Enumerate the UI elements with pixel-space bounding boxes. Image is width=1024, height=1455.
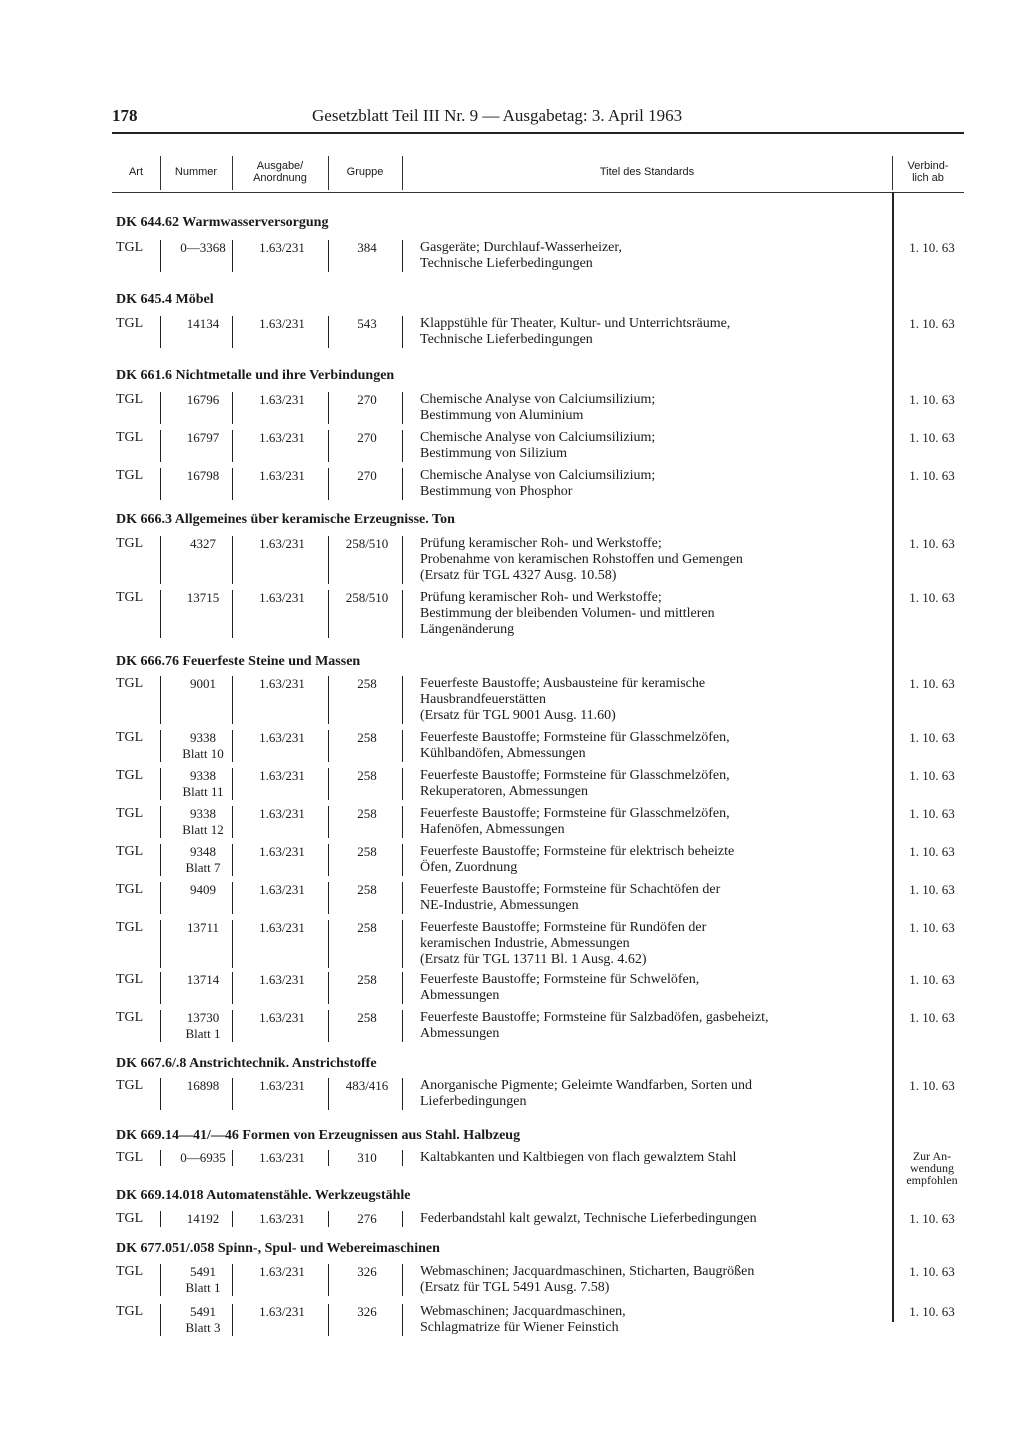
cell-gruppe: 326 xyxy=(357,1264,377,1279)
cell-verbindlich: 1. 10. 63 xyxy=(909,920,955,935)
cell-art: TGL xyxy=(116,1211,144,1226)
cell-divider xyxy=(232,972,233,1004)
cell-nummer: 13730 Blatt 1 xyxy=(185,1010,221,1041)
cell-ausgabe: 1.63/231 xyxy=(259,730,305,745)
cell-divider xyxy=(160,1010,161,1042)
cell-art: TGL xyxy=(116,676,144,691)
cell-divider xyxy=(328,844,329,876)
cell-nummer: 5491 Blatt 3 xyxy=(185,1304,221,1335)
cell-titel: Webmaschinen; Jacquardmaschinen, Sticharten, Baugrößen (Ersatz für TGL 5491 Ausg. 7.58) xyxy=(420,1264,755,1295)
col-head-nummer: Nummer xyxy=(174,166,218,178)
cell-gruppe: 258/510 xyxy=(345,536,389,551)
cell-divider xyxy=(402,730,403,762)
cell-divider xyxy=(328,806,329,838)
cell-gruppe: 384 xyxy=(357,240,377,255)
cell-divider xyxy=(328,1304,329,1336)
cell-verbindlich: 1. 10. 63 xyxy=(909,882,955,897)
cell-nummer: 14192 xyxy=(186,1211,220,1226)
section-heading: DK 666.3 Allgemeines über keramische Erzeugnisse. Ton xyxy=(116,512,455,527)
cell-divider xyxy=(402,536,403,584)
cell-titel: Federbandstahl kalt gewalzt, Technische Lieferbedingungen xyxy=(420,1211,757,1226)
cell-titel: Kaltabkanten und Kaltbiegen von flach gewalztem Stahl xyxy=(420,1150,737,1165)
cell-divider xyxy=(232,806,233,838)
cell-ausgabe: 1.63/231 xyxy=(259,806,305,821)
cell-divider xyxy=(402,468,403,500)
cell-art: TGL xyxy=(116,1304,144,1319)
table-row xyxy=(112,536,964,586)
cell-divider xyxy=(328,1150,329,1166)
cell-gruppe: 276 xyxy=(357,1211,377,1226)
cell-divider xyxy=(328,468,329,500)
table-row xyxy=(112,920,964,970)
cell-divider xyxy=(232,430,233,462)
cell-divider xyxy=(232,768,233,800)
cell-gruppe: 270 xyxy=(357,430,377,445)
cell-verbindlich: 1. 10. 63 xyxy=(909,1211,955,1226)
cell-art: TGL xyxy=(116,1010,144,1025)
cell-divider xyxy=(328,920,329,968)
cell-divider xyxy=(402,316,403,348)
cell-nummer: 14134 xyxy=(186,316,220,331)
cell-divider xyxy=(402,676,403,724)
cell-nummer: 13711 xyxy=(186,920,220,935)
cell-ausgabe: 1.63/231 xyxy=(259,676,305,691)
cell-nummer: 9001 xyxy=(190,676,216,691)
cell-ausgabe: 1.63/231 xyxy=(259,972,305,987)
cell-art: TGL xyxy=(116,882,144,897)
cell-ausgabe: 1.63/231 xyxy=(259,768,305,783)
cell-divider xyxy=(328,882,329,914)
cell-divider xyxy=(232,920,233,968)
cell-gruppe: 258 xyxy=(357,844,377,859)
cell-titel: Feuerfeste Baustoffe; Formsteine für Schwelöfen, Abmessungen xyxy=(420,972,700,1003)
cell-divider xyxy=(160,1264,161,1296)
cell-ausgabe: 1.63/231 xyxy=(259,240,305,255)
cell-titel: Feuerfeste Baustoffe; Formsteine für Schachtöfen der NE-Industrie, Abmessungen xyxy=(420,882,721,913)
cell-divider xyxy=(232,730,233,762)
section-heading: DK 661.6 Nichtmetalle und ihre Verbindungen xyxy=(116,368,395,383)
cell-verbindlich: 1. 10. 63 xyxy=(909,768,955,783)
cell-divider xyxy=(232,1150,233,1166)
cell-ausgabe: 1.63/231 xyxy=(259,844,305,859)
cell-nummer: 0—6935 xyxy=(180,1150,226,1165)
cell-divider xyxy=(328,676,329,724)
cell-art: TGL xyxy=(116,430,144,445)
cell-gruppe: 258 xyxy=(357,1010,377,1025)
cell-gruppe: 543 xyxy=(357,316,377,331)
cell-titel: Anorganische Pigmente; Geleimte Wandfarben, Sorten und Lieferbedingungen xyxy=(420,1078,752,1109)
cell-divider xyxy=(328,768,329,800)
section-heading: DK 667.6/.8 Anstrichtechnik. Anstrichstoffe xyxy=(116,1056,377,1071)
cell-divider xyxy=(160,1078,161,1110)
cell-divider xyxy=(328,240,329,272)
cell-divider xyxy=(402,920,403,968)
cell-art: TGL xyxy=(116,392,144,407)
cell-divider xyxy=(402,1304,403,1336)
cell-divider xyxy=(232,1264,233,1296)
cell-titel: Feuerfeste Baustoffe; Formsteine für Glasschmelzöfen, Kühlbandöfen, Abmessungen xyxy=(420,730,730,761)
cell-titel: Feuerfeste Baustoffe; Ausbausteine für keramische Hausbrandfeuerstätten (Ersatz für TGL 9001 Ausg. 11.60) xyxy=(420,676,706,723)
cell-art: TGL xyxy=(116,468,144,483)
cell-gruppe: 258 xyxy=(357,920,377,935)
cell-nummer: 9348 Blatt 7 xyxy=(185,844,221,875)
section-heading: DK 677.051/.058 Spinn-, Spul- und Webereimaschinen xyxy=(116,1241,440,1256)
cell-ausgabe: 1.63/231 xyxy=(259,1010,305,1025)
cell-art: TGL xyxy=(116,844,144,859)
cell-divider xyxy=(328,316,329,348)
cell-divider xyxy=(402,392,403,424)
cell-art: TGL xyxy=(116,1078,144,1093)
cell-gruppe: 270 xyxy=(357,468,377,483)
cell-titel: Prüfung keramischer Roh- und Werkstoffe; Probenahme von keramischen Rohstoffen und Gemengen (Ersatz für TGL 4327 Ausg. 10.58) xyxy=(420,536,743,583)
cell-nummer: 16796 xyxy=(186,392,220,407)
cell-verbindlich: 1. 10. 63 xyxy=(909,1010,955,1025)
table-row xyxy=(112,676,964,726)
cell-divider xyxy=(328,1078,329,1110)
cell-nummer: 13715 xyxy=(186,590,220,605)
cell-divider xyxy=(160,392,161,424)
cell-divider xyxy=(160,240,161,272)
cell-titel: Feuerfeste Baustoffe; Formsteine für Glasschmelzöfen, Rekuperatoren, Abmessungen xyxy=(420,768,730,799)
cell-divider xyxy=(328,392,329,424)
cell-gruppe: 258/510 xyxy=(345,590,389,605)
header-rule xyxy=(112,192,964,193)
table-row xyxy=(112,1078,964,1128)
cell-ausgabe: 1.63/231 xyxy=(259,882,305,897)
cell-divider xyxy=(232,590,233,638)
col-head-verbindlich: Verbind- lich ab xyxy=(907,160,949,184)
cell-titel: Feuerfeste Baustoffe; Formsteine für Glasschmelzöfen, Hafenöfen, Abmessungen xyxy=(420,806,730,837)
cell-divider xyxy=(232,844,233,876)
cell-ausgabe: 1.63/231 xyxy=(259,1150,305,1165)
cell-art: TGL xyxy=(116,920,144,935)
cell-titel: Feuerfeste Baustoffe; Formsteine für elektrisch beheizte Öfen, Zuordnung xyxy=(420,844,735,875)
cell-divider xyxy=(160,1150,161,1166)
cell-nummer: 9338 Blatt 11 xyxy=(182,768,224,799)
cell-verbindlich: 1. 10. 63 xyxy=(909,730,955,745)
table-row xyxy=(112,1304,964,1354)
cell-divider xyxy=(328,1211,329,1227)
col-head-ausgabe: Ausgabe/ Anordnung xyxy=(253,160,307,184)
cell-titel: Gasgeräte; Durchlauf-Wasserheizer, Technische Lieferbedingungen xyxy=(420,240,622,271)
cell-nummer: 16798 xyxy=(186,468,220,483)
cell-ausgabe: 1.63/231 xyxy=(259,430,305,445)
cell-divider xyxy=(328,972,329,1004)
cell-gruppe: 258 xyxy=(357,676,377,691)
cell-divider xyxy=(160,768,161,800)
cell-art: TGL xyxy=(116,590,144,605)
cell-divider xyxy=(160,316,161,348)
cell-divider xyxy=(232,1211,233,1227)
cell-verbindlich: 1. 10. 63 xyxy=(909,316,955,331)
cell-divider xyxy=(402,590,403,638)
cell-nummer: 16898 xyxy=(186,1078,220,1093)
cell-art: TGL xyxy=(116,536,144,551)
table-row xyxy=(112,316,964,366)
cell-divider xyxy=(402,806,403,838)
running-head: Gesetzblatt Teil III Nr. 9 — Ausgabetag: 3. April 1963 xyxy=(312,106,683,125)
cell-titel: Chemische Analyse von Calciumsilizium; Bestimmung von Silizium xyxy=(420,430,656,461)
cell-divider xyxy=(232,1304,233,1336)
section-heading: DK 644.62 Warmwasserversorgung xyxy=(116,215,329,230)
cell-titel: Feuerfeste Baustoffe; Formsteine für Salzbadöfen, gasbeheizt, Abmessungen xyxy=(420,1010,769,1041)
cell-ausgabe: 1.63/231 xyxy=(259,1304,305,1319)
cell-divider xyxy=(160,972,161,1004)
cell-divider xyxy=(160,430,161,462)
table-row xyxy=(112,590,964,640)
cell-gruppe: 258 xyxy=(357,806,377,821)
cell-gruppe: 258 xyxy=(357,768,377,783)
cell-divider xyxy=(328,1010,329,1042)
cell-gruppe: 258 xyxy=(357,730,377,745)
cell-verbindlich: 1. 10. 63 xyxy=(909,590,955,605)
cell-divider xyxy=(402,1264,403,1296)
cell-art: TGL xyxy=(116,806,144,821)
cell-divider xyxy=(160,882,161,914)
cell-divider xyxy=(160,730,161,762)
cell-divider xyxy=(232,882,233,914)
section-heading: DK 645.4 Möbel xyxy=(116,292,214,307)
cell-verbindlich: 1. 10. 63 xyxy=(909,430,955,445)
cell-verbindlich: 1. 10. 63 xyxy=(909,1078,955,1093)
cell-nummer: 13714 xyxy=(186,972,220,987)
col-head-art: Art xyxy=(128,166,144,178)
cell-verbindlich: 1. 10. 63 xyxy=(909,844,955,859)
section-heading: DK 666.76 Feuerfeste Steine und Massen xyxy=(116,654,361,669)
cell-nummer: 9338 Blatt 12 xyxy=(182,806,224,837)
col-head-gruppe: Gruppe xyxy=(346,166,384,178)
table-row xyxy=(112,468,964,518)
cell-divider xyxy=(160,536,161,584)
cell-verbindlich: 1. 10. 63 xyxy=(909,468,955,483)
cell-divider xyxy=(232,468,233,500)
cell-gruppe: 310 xyxy=(357,1150,377,1165)
cell-art: TGL xyxy=(116,1150,144,1165)
cell-divider xyxy=(328,430,329,462)
cell-divider xyxy=(160,590,161,638)
cell-verbindlich: 1. 10. 63 xyxy=(909,676,955,691)
cell-verbindlich: 1. 10. 63 xyxy=(909,1304,955,1319)
cell-divider xyxy=(402,972,403,1004)
cell-divider xyxy=(232,316,233,348)
cell-art: TGL xyxy=(116,316,144,331)
cell-verbindlich: 1. 10. 63 xyxy=(909,806,955,821)
cell-art: TGL xyxy=(116,972,144,987)
cell-divider xyxy=(232,240,233,272)
cell-divider xyxy=(232,1010,233,1042)
cell-gruppe: 483/416 xyxy=(345,1078,389,1093)
cell-divider xyxy=(160,1211,161,1227)
cell-nummer: 9409 xyxy=(190,882,216,897)
cell-gruppe: 270 xyxy=(357,392,377,407)
cell-gruppe: 258 xyxy=(357,972,377,987)
cell-divider xyxy=(232,676,233,724)
table-row xyxy=(112,1010,964,1060)
cell-divider xyxy=(402,1211,403,1227)
cell-nummer: 5491 Blatt 1 xyxy=(185,1264,221,1295)
col-head-titel: Titel des Standards xyxy=(599,166,695,178)
cell-divider xyxy=(328,1264,329,1296)
cell-art: TGL xyxy=(116,240,144,255)
cell-nummer: 4327 xyxy=(190,536,216,551)
cell-nummer: 9338 Blatt 10 xyxy=(182,730,224,761)
cell-verbindlich: 1. 10. 63 xyxy=(909,1264,955,1279)
cell-divider xyxy=(160,844,161,876)
cell-verbindlich: 1. 10. 63 xyxy=(909,972,955,987)
cell-ausgabe: 1.63/231 xyxy=(259,590,305,605)
cell-verbindlich: 1. 10. 63 xyxy=(909,240,955,255)
cell-ausgabe: 1.63/231 xyxy=(259,536,305,551)
cell-titel: Klappstühle für Theater, Kultur- und Unterrichtsräume, Technische Lieferbedingungen xyxy=(420,316,731,347)
cell-verbindlich: Zur An- wendung empfohlen xyxy=(906,1149,958,1187)
section-heading: DK 669.14.018 Automatenstähle. Werkzeugstähle xyxy=(116,1188,411,1203)
cell-divider xyxy=(160,468,161,500)
cell-gruppe: 258 xyxy=(357,882,377,897)
cell-divider xyxy=(232,392,233,424)
cell-ausgabe: 1.63/231 xyxy=(259,316,305,331)
section-heading: DK 669.14—41/—46 Formen von Erzeugnissen aus Stahl. Halbzeug xyxy=(116,1128,521,1143)
cell-ausgabe: 1.63/231 xyxy=(259,392,305,407)
cell-divider xyxy=(402,1150,403,1166)
cell-divider xyxy=(160,1304,161,1336)
cell-titel: Prüfung keramischer Roh- und Werkstoffe; Bestimmung der bleibenden Volumen- und mittleren Längenänderung xyxy=(420,590,715,637)
cell-divider xyxy=(160,806,161,838)
cell-titel: Webmaschinen; Jacquardmaschinen, Schlagmatrize für Wiener Feinstich xyxy=(420,1304,626,1335)
cell-divider xyxy=(402,430,403,462)
cell-titel: Chemische Analyse von Calciumsilizium; Bestimmung von Phosphor xyxy=(420,468,656,499)
page-header xyxy=(112,104,964,134)
table-row xyxy=(112,240,964,290)
cell-divider xyxy=(402,240,403,272)
cell-divider xyxy=(328,536,329,584)
cell-ausgabe: 1.63/231 xyxy=(259,1264,305,1279)
cell-divider xyxy=(232,536,233,584)
cell-verbindlich: 1. 10. 63 xyxy=(909,392,955,407)
cell-art: TGL xyxy=(116,1264,144,1279)
cell-divider xyxy=(402,844,403,876)
cell-art: TGL xyxy=(116,768,144,783)
cell-titel: Chemische Analyse von Calciumsilizium; Bestimmung von Aluminium xyxy=(420,392,656,423)
cell-divider xyxy=(402,1010,403,1042)
cell-divider xyxy=(160,920,161,968)
cell-ausgabe: 1.63/231 xyxy=(259,468,305,483)
cell-divider xyxy=(328,730,329,762)
cell-titel: Feuerfeste Baustoffe; Formsteine für Rundöfen der keramischen Industrie, Abmessungen (Ersatz für TGL 13711 Bl. 1 Ausg. 4.62) xyxy=(420,920,707,967)
cell-gruppe: 326 xyxy=(357,1304,377,1319)
cell-divider xyxy=(402,1078,403,1110)
cell-ausgabe: 1.63/231 xyxy=(259,920,305,935)
cell-art: TGL xyxy=(116,730,144,745)
cell-divider xyxy=(328,590,329,638)
cell-nummer: 0—3368 xyxy=(180,240,226,255)
cell-verbindlich: 1. 10. 63 xyxy=(909,536,955,551)
page-number: 178 xyxy=(112,106,138,125)
cell-divider xyxy=(402,768,403,800)
cell-divider xyxy=(232,1078,233,1110)
cell-divider xyxy=(402,882,403,914)
cell-ausgabe: 1.63/231 xyxy=(259,1211,305,1226)
cell-nummer: 16797 xyxy=(186,430,220,445)
cell-ausgabe: 1.63/231 xyxy=(259,1078,305,1093)
cell-divider xyxy=(160,676,161,724)
